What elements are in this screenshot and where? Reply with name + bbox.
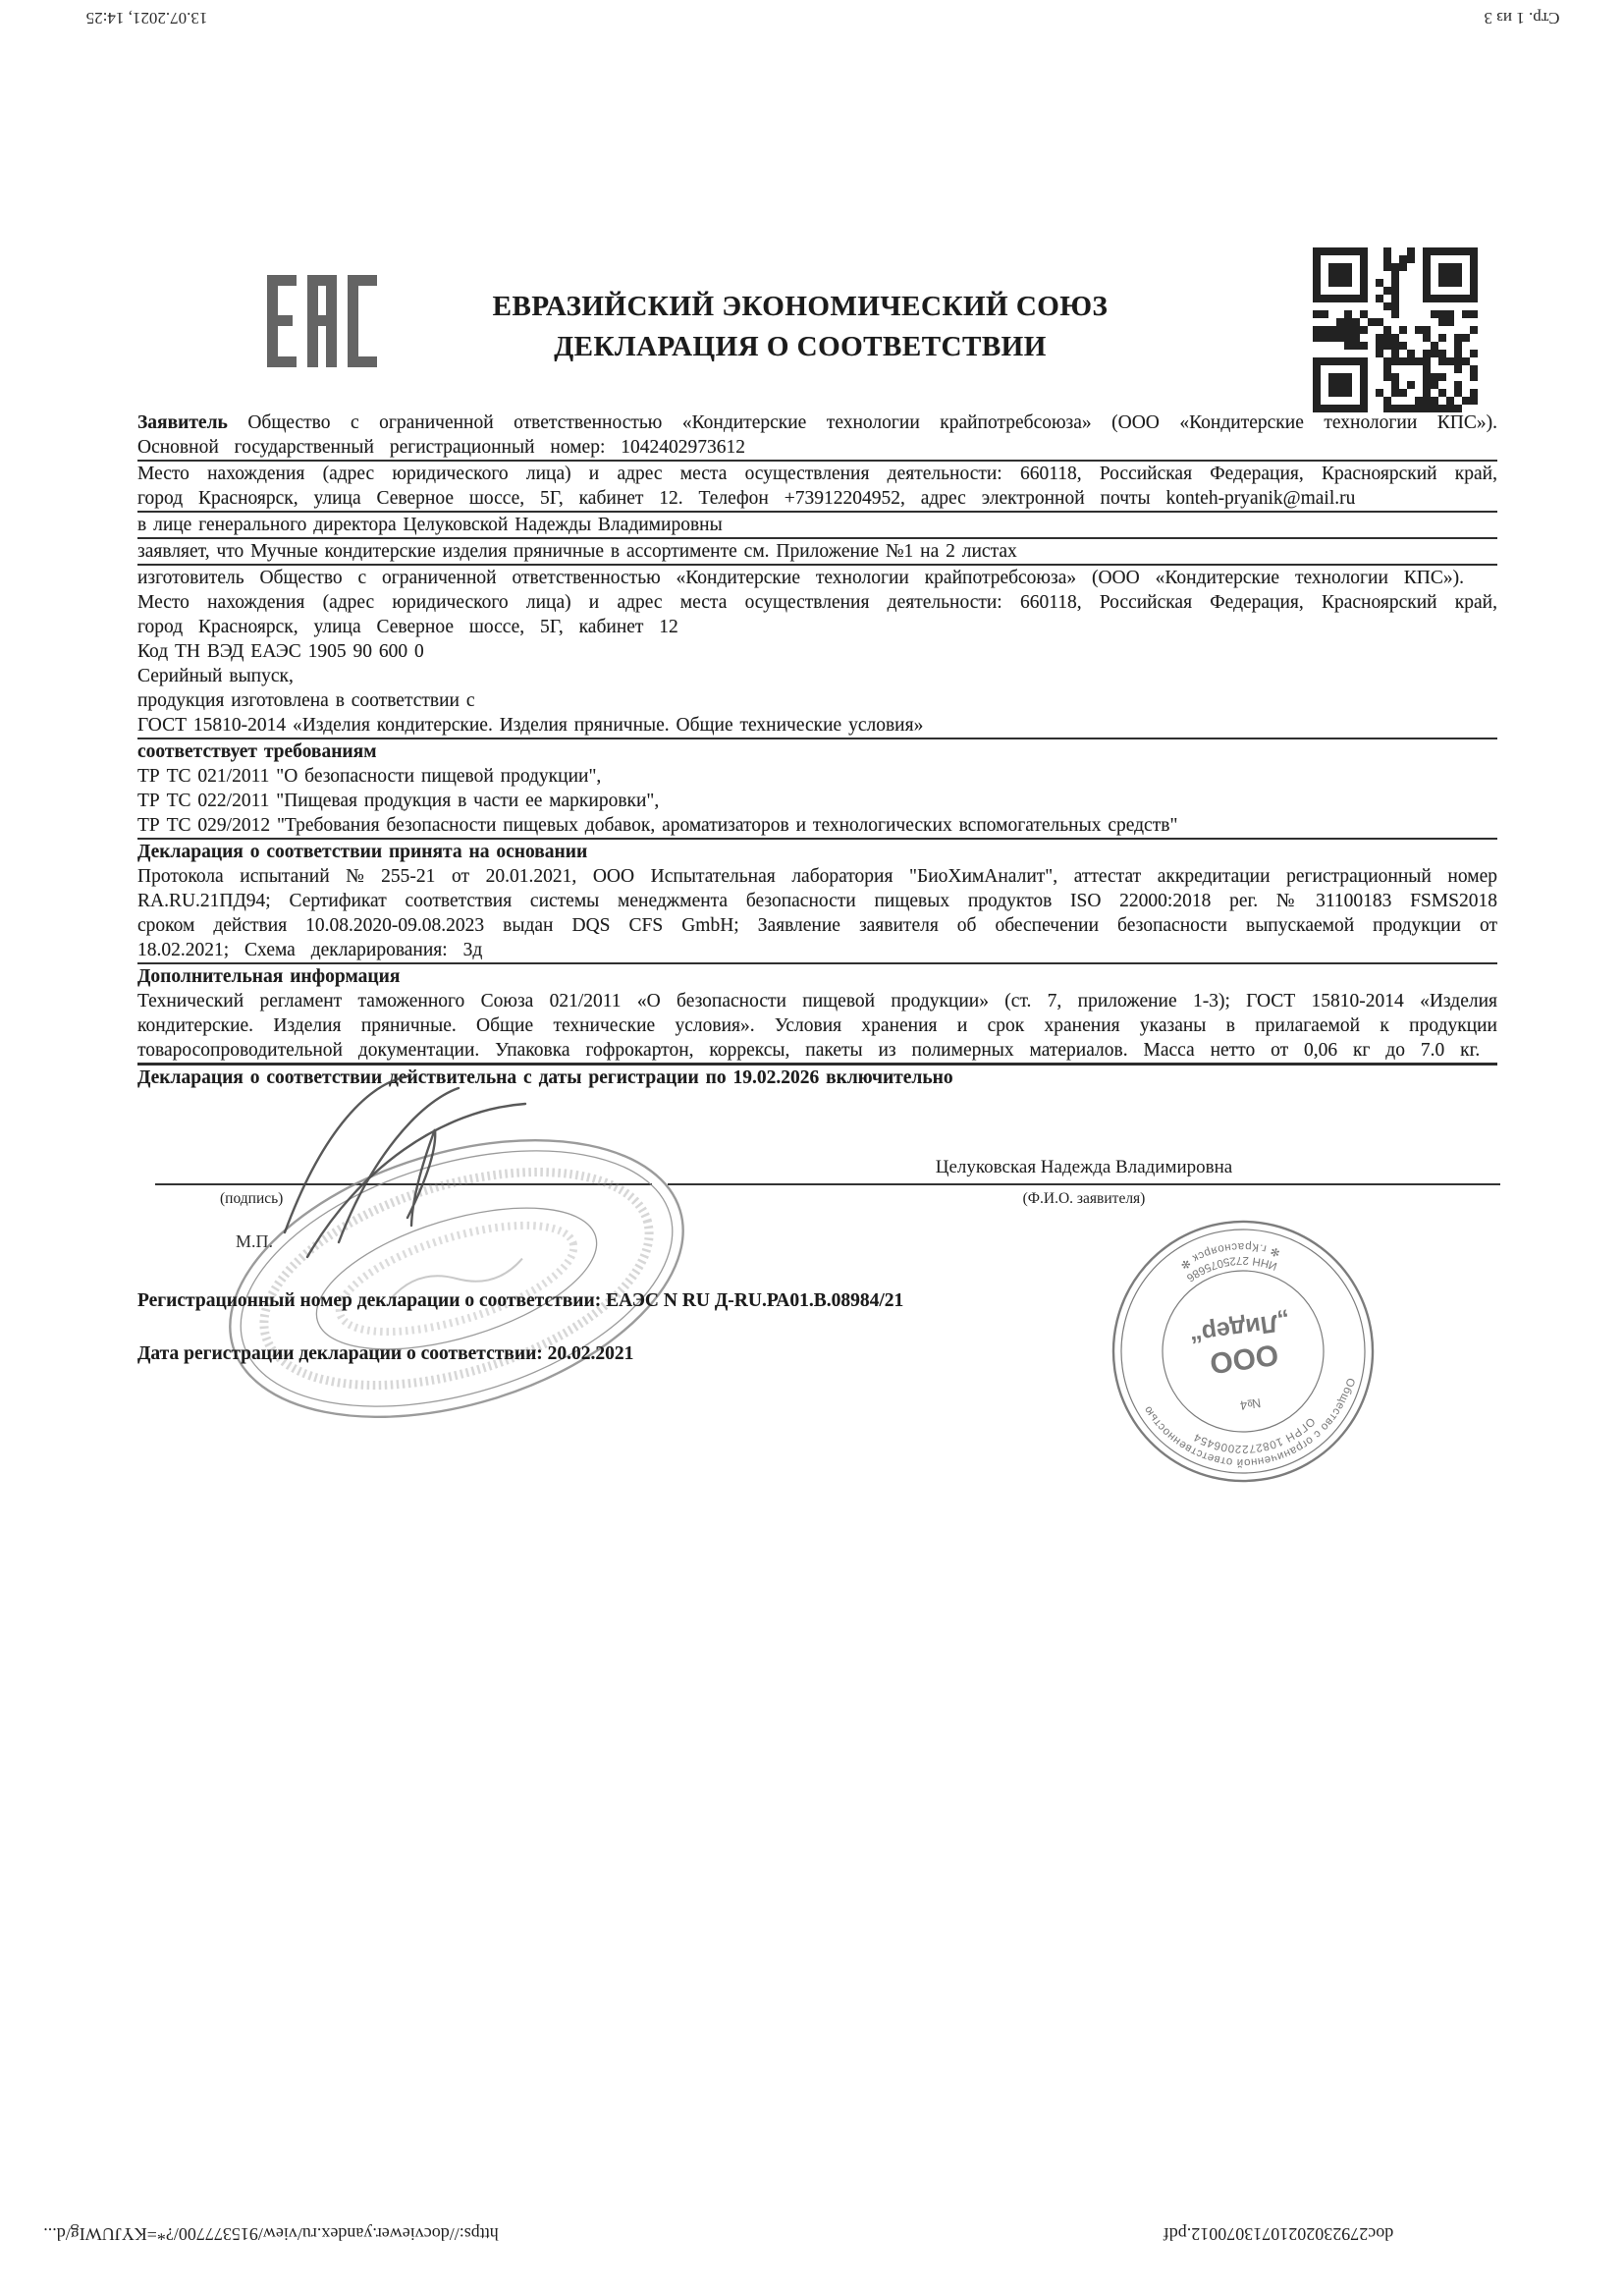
field-text: ТР ТС 022/2011 "Пищевая продукция в части ее маркировки", bbox=[137, 791, 660, 811]
field-text: Технический регламент таможенного Союза 021/2011 «О безопасности пищевой продукции» (ст. 7, приложение 1-3); ГОСТ 15810-2014 «Изделия кондитерские. Изделия пряничные. Общие технические условия». Условия хранения и срок хранения указаны в прилагаемой к продукции товаросопроводительной документации. Упаковка гофрокартон, коррексы, пакеты из полимерных материалов. Масса нетто от 0,06 кг до 7.0 кг. bbox=[137, 991, 1497, 1061]
round-stamp bbox=[1108, 1216, 1379, 1487]
field-text: Декларация о соответствии действительна с даты регистрации по 19.02.2026 включительно bbox=[137, 1067, 953, 1088]
scan-filename: doc27923020210713070012.pdf bbox=[1163, 2224, 1394, 2244]
scan-page-number: Стр. 1 из 3 bbox=[1484, 9, 1560, 27]
scan-source-url: https://docviewer.yandex.ru/view/915377700/?*=KYJUWIg/d... bbox=[43, 2224, 499, 2244]
document-field bbox=[137, 410, 1497, 462]
stamp-ring-city: ✻ г.Красноярск ✻ bbox=[1176, 1239, 1282, 1272]
registration-number-label: Регистрационный номер декларации о соответствии: bbox=[137, 1290, 602, 1311]
scan-timestamp: 13.07.2021, 14:25 bbox=[85, 9, 208, 27]
field-text: заявляет, что Мучные кондитерские изделия пряничные в ассортименте см. Приложение №1 на 2 листах bbox=[137, 541, 1017, 562]
document-title bbox=[417, 287, 1183, 367]
document-field bbox=[137, 566, 1497, 590]
stamp-number: №4 bbox=[1239, 1395, 1263, 1413]
document-field bbox=[137, 764, 1497, 789]
field-text: изготовитель Общество с ограниченной ответственностью «Кондитерские технологии крайпотребсоюза» (ООО «Кондитерские технологии КПС»). bbox=[137, 568, 1464, 588]
registration-number-value: ЕАЭС N RU Д-RU.РА01.В.08984/21 bbox=[606, 1290, 904, 1311]
applicant-name: Целуковская Надежда Владимировна bbox=[935, 1157, 1233, 1177]
field-text: в лице генерального директора Целуковской Надежды Владимировны bbox=[137, 515, 723, 535]
registration-number-line bbox=[137, 1290, 903, 1312]
name-line bbox=[668, 1183, 1500, 1185]
field-text: соответствует требованиям bbox=[137, 741, 377, 762]
document-field bbox=[137, 964, 1497, 989]
field-text: Место нахождения (адрес юридического лица) и адрес места осуществления деятельности: 660118, Российская Федерация, Красноярский край, город Красноярск, улица Северное шоссе, 5Г, кабинет 12 bbox=[137, 592, 1497, 637]
field-text: Протокола испытаний № 255-21 от 20.01.2021, ООО Испытательная лаборатория "БиоХимАналит", аттестат аккредитации регистрационный номер RA.RU.21ПД94; Сертификат соответствия системы менеджмента безопасности пищевых продуктов ISO 22000:2018 рег. № 31100183 FSMS2018 сроком действия 10.08.2020-09.08.2023 выдан DQS CFS GmbH; Заявление заявителя об обеспечении безопасности выпускаемой продукции от 18.02.2021; Схема декларирования: 3д bbox=[137, 866, 1497, 960]
qr-code bbox=[1313, 246, 1478, 414]
document-field bbox=[137, 688, 1497, 713]
stamp-center-ooo: ООО bbox=[1208, 1338, 1281, 1380]
declaration-fields bbox=[137, 410, 1497, 1090]
registration-date-value: 20.02.2021 bbox=[547, 1343, 634, 1364]
document-field bbox=[137, 840, 1497, 864]
field-text: продукция изготовлена в соответствии с bbox=[137, 690, 475, 711]
svg-text:Общество с ограниченной ответс bbox=[1141, 1375, 1367, 1482]
field-text: ТР ТС 021/2011 "О безопасности пищевой продукции", bbox=[137, 766, 602, 787]
stamp-ring-inn: ИНН 2725075686 bbox=[1183, 1253, 1279, 1285]
field-text: ГОСТ 15810-2014 «Изделия кондитерские. Изделия пряничные. Общие технические условия» bbox=[137, 715, 924, 736]
field-text: Серийный выпуск, bbox=[137, 666, 294, 686]
stamp-ring-ogrn: ОГРН 1082722006454 bbox=[1192, 1414, 1318, 1455]
field-text: Дополнительная информация bbox=[137, 966, 401, 987]
document-field bbox=[137, 513, 1497, 539]
field-text: Код ТН ВЭД ЕАЭС 1905 90 600 0 bbox=[137, 641, 424, 662]
document-field bbox=[137, 989, 1497, 1066]
eac-logo-icon bbox=[267, 275, 377, 367]
signature-caption: (подпись) bbox=[220, 1190, 284, 1207]
document-field bbox=[137, 813, 1497, 840]
document-field bbox=[137, 789, 1497, 813]
document-field bbox=[137, 462, 1497, 513]
name-caption: (Ф.И.О. заявителя) bbox=[1022, 1190, 1146, 1207]
registration-date-label: Дата регистрации декларации о соответствии: bbox=[137, 1343, 543, 1364]
field-text: Место нахождения (адрес юридического лица) и адрес места осуществления деятельности: 660118, Российская Федерация, Красноярский край, город Красноярск, улица Северное шоссе, 5Г, кабинет 12. Телефон +73912204952, адрес электронной почты konteh-pryanik@mail.ru bbox=[137, 464, 1497, 509]
document-field bbox=[137, 713, 1497, 739]
field-text: Декларация о соответствии принята на основании bbox=[137, 842, 588, 862]
document-field bbox=[137, 664, 1497, 688]
document-field bbox=[137, 739, 1497, 764]
stamp-ring-company: Общество с ограниченной ответственностью bbox=[1141, 1376, 1357, 1469]
title-line-declaration: ДЕКЛАРАЦИЯ О СООТВЕТСТВИИ bbox=[554, 331, 1047, 362]
field-label: Заявитель bbox=[137, 412, 248, 433]
stamp-place-label: М.П. bbox=[236, 1231, 274, 1251]
stamp-center-name: „Лидер“ bbox=[1187, 1307, 1292, 1349]
oval-stamp bbox=[201, 1070, 712, 1455]
document-field bbox=[137, 864, 1497, 964]
document-field bbox=[137, 639, 1497, 664]
document-field bbox=[137, 590, 1497, 639]
document-field bbox=[137, 539, 1497, 566]
title-line-union: ЕВРАЗИЙСКИЙ ЭКОНОМИЧЕСКИЙ СОЮЗ bbox=[492, 291, 1109, 322]
field-text: Общество с ограниченной ответственностью «Кондитерские технологии крайпотребсоюза» (ООО «Кондитерские технологии КПС»). Основной государственный регистрационный номер: 1042402973612 bbox=[137, 412, 1497, 458]
registration-date-line bbox=[137, 1343, 633, 1365]
field-text: ТР ТС 029/2012 "Требования безопасности пищевых добавок, ароматизаторов и технологических вспомогательных средств" bbox=[137, 815, 1178, 836]
